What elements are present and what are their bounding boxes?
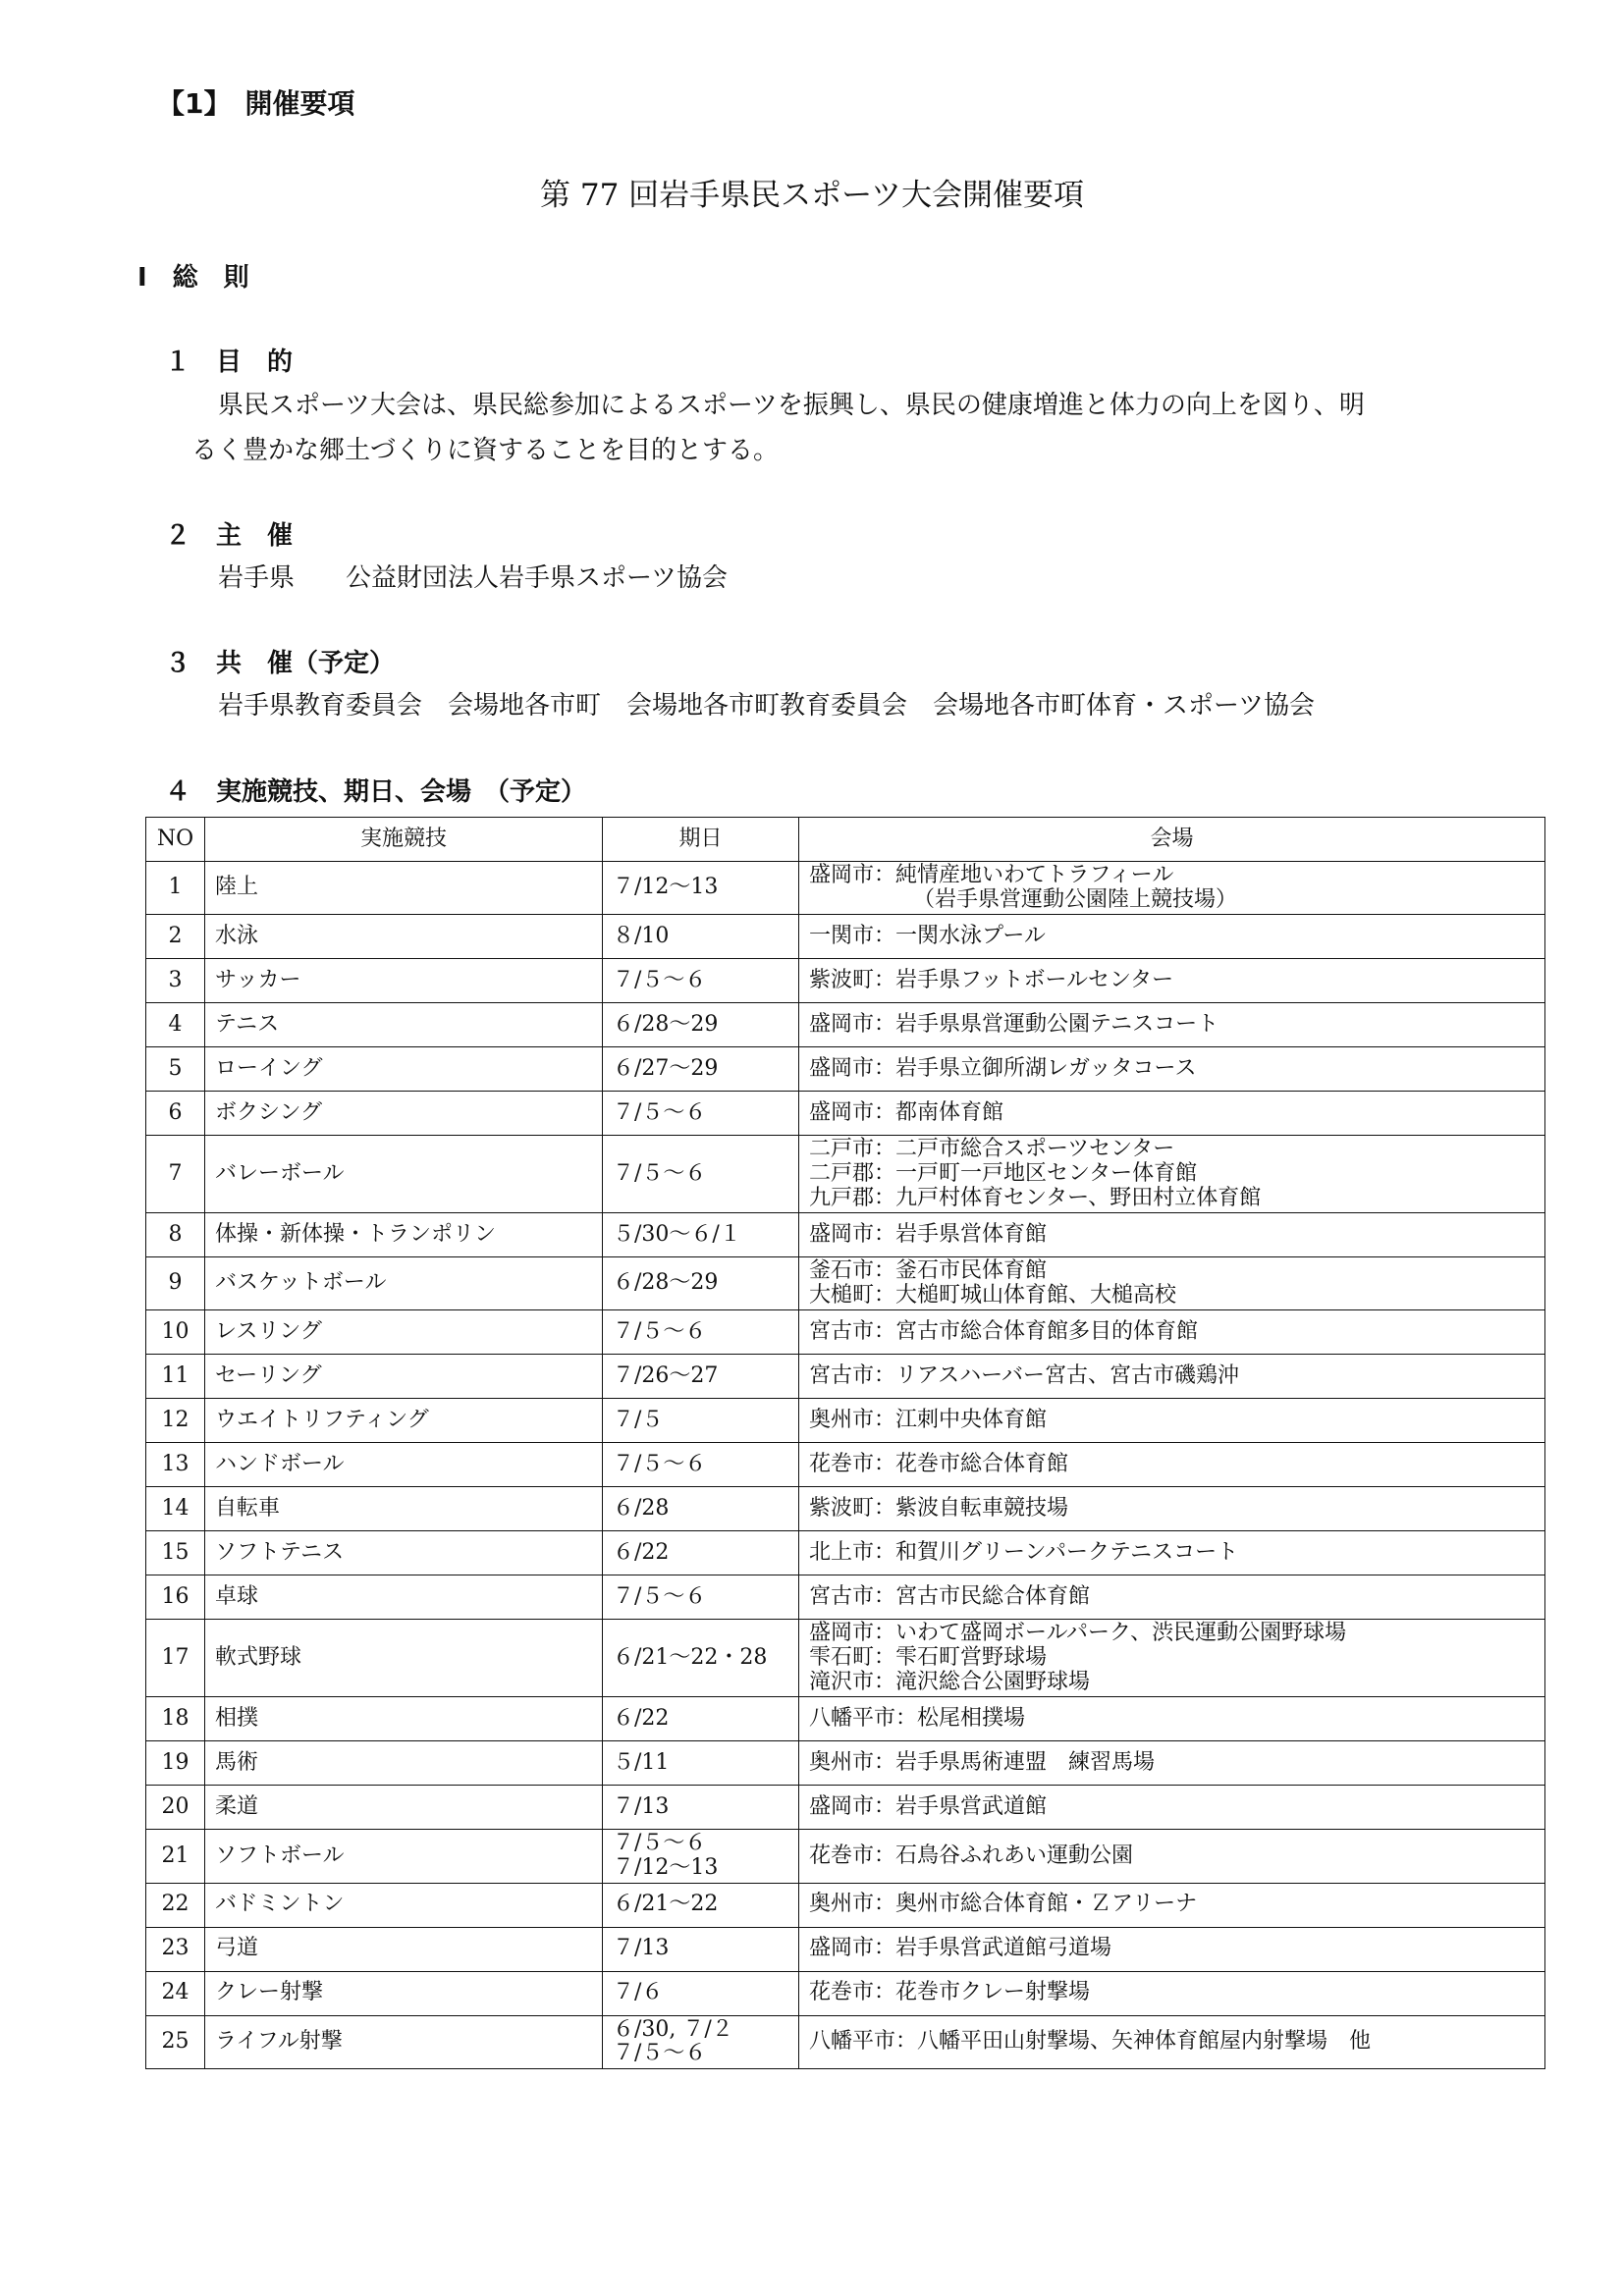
date-line: ７/５〜６: [613, 1452, 707, 1477]
cell-no: 16: [146, 1575, 205, 1620]
cell-date: [603, 862, 799, 915]
date-line: ６/28〜29: [613, 1011, 719, 1037]
date-line: ７/５: [613, 1408, 664, 1433]
purpose-text-line-1: 県民スポーツ大会は、県民総参加によるスポーツを振興し、県民の健康増進と体力の向上を図り、明: [218, 391, 1365, 420]
cell-event: クレー射撃: [205, 1971, 603, 2015]
cell-venue: [799, 1136, 1545, 1213]
cell-no: 4: [146, 1003, 205, 1047]
cell-event: 体操・新体操・トランポリン: [205, 1213, 603, 1257]
cell-event: ボクシング: [205, 1092, 603, 1136]
table-row: [146, 1003, 1545, 1047]
table-row: [146, 1575, 1545, 1620]
table-row: [146, 1741, 1545, 1786]
organizer-heading: ２ 主 催: [165, 521, 294, 551]
date-line: ７/12〜13: [613, 1854, 719, 1880]
cell-event: バレーボール: [205, 1136, 603, 1213]
date-line: ７/５〜６: [613, 1099, 707, 1125]
date-line: ６/22: [613, 1540, 670, 1566]
header-venue: 会場: [799, 818, 1545, 862]
cell-event: バドミントン: [205, 1883, 603, 1927]
cell-date: [603, 2015, 799, 2068]
table-row: [146, 1310, 1545, 1355]
cell-event: サッカー: [205, 959, 603, 1003]
cell-date: [603, 1310, 799, 1355]
date-line: ６/30, ７/２: [613, 2016, 733, 2042]
cell-event: ハンドボール: [205, 1443, 603, 1487]
table-body: [146, 862, 1545, 2069]
cell-venue: [799, 1399, 1545, 1443]
cell-date: [603, 1927, 799, 1971]
venue-line: 盛岡市：岩手県県営運動公園テニスコート: [809, 1011, 1219, 1037]
cell-no: 2: [146, 915, 205, 959]
cell-event: 卓球: [205, 1575, 603, 1620]
venue-line: 釜石市：釜石市民体育館: [809, 1258, 1048, 1284]
cell-date: [603, 1697, 799, 1741]
cosponsor-text: 岩手県教育委員会 会場地各市町 会場地各市町教育委員会 会場地各市町体育・スポーツ協会: [218, 691, 1315, 721]
cell-venue: [799, 862, 1545, 915]
table-row: [146, 2015, 1545, 2068]
organizer-text: 岩手県 公益財団法人岩手県スポーツ協会: [218, 563, 728, 593]
cell-date: [603, 1136, 799, 1213]
venue-line: 雫石町：雫石町営野球場: [809, 1645, 1048, 1670]
venue-line: 一関市：一関水泳プール: [809, 923, 1046, 948]
cell-event: 陸上: [205, 862, 603, 915]
table-row: [146, 1830, 1545, 1883]
cell-date: [603, 1399, 799, 1443]
venue-line: 宮古市：宮古市民総合体育館: [809, 1584, 1091, 1610]
cell-venue: [799, 1697, 1545, 1741]
date-line: ７/６: [613, 1980, 664, 2005]
cell-date: [603, 1531, 799, 1575]
cell-no: 19: [146, 1741, 205, 1786]
header-date: 期日: [603, 818, 799, 862]
date-line: ７/５〜６: [613, 2041, 707, 2066]
cell-no: 12: [146, 1399, 205, 1443]
date-line: ５/30〜６/１: [613, 1221, 741, 1247]
header-no: NO: [146, 818, 205, 862]
date-line: ７/５〜６: [613, 1831, 707, 1856]
venue-line: 盛岡市：岩手県営武道館弓道場: [809, 1936, 1112, 1961]
cell-event: ソフトボール: [205, 1830, 603, 1883]
cell-event: ウエイトリフティング: [205, 1399, 603, 1443]
cell-date: [603, 1487, 799, 1531]
cell-date: [603, 959, 799, 1003]
cell-venue: [799, 1786, 1545, 1830]
table-row: [146, 1399, 1545, 1443]
cell-event: 相撲: [205, 1697, 603, 1741]
cell-no: 5: [146, 1047, 205, 1092]
cell-no: 8: [146, 1213, 205, 1257]
table-header-row: [146, 818, 1545, 862]
venue-line: 花巻市：花巻市総合体育館: [809, 1452, 1069, 1477]
date-line: ７/26〜27: [613, 1363, 719, 1389]
venue-line: 紫波町：紫波自転車競技場: [809, 1496, 1069, 1522]
date-line: ６/22: [613, 1705, 670, 1731]
cell-no: 25: [146, 2015, 205, 2068]
purpose-heading: １ 目 的: [165, 347, 294, 377]
table-row: [146, 1531, 1545, 1575]
cell-date: [603, 915, 799, 959]
cell-date: [603, 1443, 799, 1487]
venue-line: 盛岡市：岩手県営体育館: [809, 1221, 1048, 1247]
venue-line: 奥州市：岩手県馬術連盟 練習馬場: [809, 1749, 1156, 1775]
venue-line: 宮古市：宮古市総合体育館多目的体育館: [809, 1319, 1199, 1345]
cell-venue: [799, 1355, 1545, 1399]
cell-venue: [799, 1487, 1545, 1531]
cell-date: [603, 1741, 799, 1786]
venue-line: 九戸郡：九戸村体育センター、野田村立体育館: [809, 1185, 1262, 1210]
cell-event: 水泳: [205, 915, 603, 959]
cell-event: ソフトテニス: [205, 1531, 603, 1575]
cell-event: 柔道: [205, 1786, 603, 1830]
cell-date: [603, 1355, 799, 1399]
cell-date: [603, 1092, 799, 1136]
date-line: ６/21〜22: [613, 1892, 719, 1917]
cell-venue: [799, 1310, 1545, 1355]
venue-line: 盛岡市：都南体育館: [809, 1099, 1004, 1125]
cell-venue: [799, 1883, 1545, 1927]
table-row: [146, 1883, 1545, 1927]
date-line: ６/21〜22・28: [613, 1645, 768, 1670]
cell-no: 23: [146, 1927, 205, 1971]
cell-date: [603, 1786, 799, 1830]
table-row: [146, 1213, 1545, 1257]
cell-event: 自転車: [205, 1487, 603, 1531]
cell-venue: [799, 1575, 1545, 1620]
general-heading: Ⅰ 総 則: [137, 263, 249, 293]
cell-no: 13: [146, 1443, 205, 1487]
cell-venue: [799, 1047, 1545, 1092]
cell-no: 14: [146, 1487, 205, 1531]
date-line: ５/11: [613, 1749, 670, 1775]
cell-event: セーリング: [205, 1355, 603, 1399]
venue-line: 盛岡市：岩手県営武道館: [809, 1793, 1048, 1819]
cell-venue: [799, 1443, 1545, 1487]
cell-no: 9: [146, 1257, 205, 1310]
date-line: ７/12〜13: [613, 875, 719, 900]
venue-line: 二戸郡：一戸町一戸地区センター体育館: [809, 1160, 1198, 1186]
cell-venue: [799, 1213, 1545, 1257]
cell-venue: [799, 959, 1545, 1003]
cell-no: 1: [146, 862, 205, 915]
cell-venue: [799, 1620, 1545, 1697]
table-row: [146, 1443, 1545, 1487]
cell-event: レスリング: [205, 1310, 603, 1355]
table-row: [146, 1355, 1545, 1399]
cell-date: [603, 1620, 799, 1697]
cell-no: 6: [146, 1092, 205, 1136]
date-line: ７/５〜６: [613, 1584, 707, 1610]
cell-date: [603, 1830, 799, 1883]
cell-date: [603, 1047, 799, 1092]
cell-no: 17: [146, 1620, 205, 1697]
date-line: ８/10: [613, 923, 670, 948]
date-line: ７/５〜６: [613, 1160, 707, 1186]
table-row: [146, 1786, 1545, 1830]
cell-no: 7: [146, 1136, 205, 1213]
date-line: ６/28〜29: [613, 1270, 719, 1296]
date-line: ６/27〜29: [613, 1055, 719, 1081]
events-table: [145, 817, 1545, 2069]
cell-venue: [799, 1257, 1545, 1310]
cell-event: 軟式野球: [205, 1620, 603, 1697]
table-row: [146, 1092, 1545, 1136]
cell-venue: [799, 915, 1545, 959]
cell-venue: [799, 1830, 1545, 1883]
cell-no: 21: [146, 1830, 205, 1883]
cell-no: 3: [146, 959, 205, 1003]
cell-date: [603, 1883, 799, 1927]
venue-line: 大槌町：大槌町城山体育館、大槌高校: [809, 1282, 1177, 1308]
venue-line: 八幡平市：八幡平田山射撃場、矢神体育館屋内射撃場 他: [809, 2028, 1372, 2054]
cell-date: [603, 1575, 799, 1620]
venue-line: 盛岡市：岩手県立御所湖レガッタコース: [809, 1055, 1197, 1081]
venue-line: （岩手県営運動公園陸上競技場）: [913, 886, 1238, 912]
date-line: ７/５〜６: [613, 1319, 707, 1345]
cell-no: 15: [146, 1531, 205, 1575]
cell-event: バスケットボール: [205, 1257, 603, 1310]
venue-line: 宮古市：リアスハーバー宮古、宮古市磯鶏沖: [809, 1363, 1240, 1389]
venue-line: 盛岡市：純情産地いわてトラフィール: [809, 863, 1174, 887]
table-row: [146, 1487, 1545, 1531]
cell-date: [603, 1213, 799, 1257]
table-row: [146, 959, 1545, 1003]
cell-event: テニス: [205, 1003, 603, 1047]
cell-event: ライフル射撃: [205, 2015, 603, 2068]
cell-no: 10: [146, 1310, 205, 1355]
venue-line: 滝沢市：滝沢総合公園野球場: [809, 1669, 1091, 1694]
venue-line: 紫波町：岩手県フットボールセンター: [809, 967, 1174, 992]
cosponsor-heading: ３ 共 催（予定）: [165, 649, 396, 678]
venue-line: 二戸市：二戸市総合スポーツセンター: [809, 1137, 1175, 1162]
venue-line: 奥州市：奥州市総合体育館・Ｚアリーナ: [809, 1892, 1198, 1917]
venue-line: 八幡平市：松尾相撲場: [809, 1705, 1026, 1731]
venue-line: 北上市：和賀川グリーンパークテニスコート: [809, 1540, 1239, 1566]
table-row: [146, 1257, 1545, 1310]
table-row: [146, 1136, 1545, 1213]
table-row: [146, 1047, 1545, 1092]
purpose-text-line-2: るく豊かな郷土づくりに資することを目的とする。: [191, 436, 780, 465]
table-row: [146, 1971, 1545, 2015]
venue-line: 盛岡市：いわて盛岡ボールパーク、渋民運動公園野球場: [809, 1621, 1347, 1646]
cell-no: 11: [146, 1355, 205, 1399]
table-row: [146, 1927, 1545, 1971]
cell-date: [603, 1971, 799, 2015]
cell-event: ローイング: [205, 1047, 603, 1092]
date-line: ６/28: [613, 1496, 670, 1522]
cell-no: 20: [146, 1786, 205, 1830]
cell-venue: [799, 1092, 1545, 1136]
events-heading: ４ 実施競技、期日、会場 （予定）: [165, 777, 587, 807]
date-line: ７/13: [613, 1793, 670, 1819]
table-row: [146, 1697, 1545, 1741]
header-event: 実施競技: [205, 818, 603, 862]
venue-line: 花巻市：石鳥谷ふれあい運動公園: [809, 1842, 1134, 1868]
cell-venue: [799, 1741, 1545, 1786]
cell-venue: [799, 1003, 1545, 1047]
cell-venue: [799, 2015, 1545, 2068]
table-row: [146, 915, 1545, 959]
date-line: ７/５〜６: [613, 967, 707, 992]
venue-line: 花巻市：花巻市クレー射撃場: [809, 1980, 1091, 2005]
cell-venue: [799, 1971, 1545, 2015]
cell-date: [603, 1003, 799, 1047]
cell-date: [603, 1257, 799, 1310]
cell-event: 馬術: [205, 1741, 603, 1786]
venue-line: 奥州市：江刺中央体育館: [809, 1408, 1048, 1433]
table-row: [146, 862, 1545, 915]
table-row: [146, 1620, 1545, 1697]
cell-no: 24: [146, 1971, 205, 2015]
document-title: 第 77 回岩手県民スポーツ大会開催要項: [540, 178, 1084, 213]
cell-no: 18: [146, 1697, 205, 1741]
cell-no: 22: [146, 1883, 205, 1927]
cell-venue: [799, 1927, 1545, 1971]
cell-venue: [799, 1531, 1545, 1575]
date-line: ７/13: [613, 1936, 670, 1961]
section-label: 【1】 開催要項: [157, 87, 355, 120]
cell-event: 弓道: [205, 1927, 603, 1971]
